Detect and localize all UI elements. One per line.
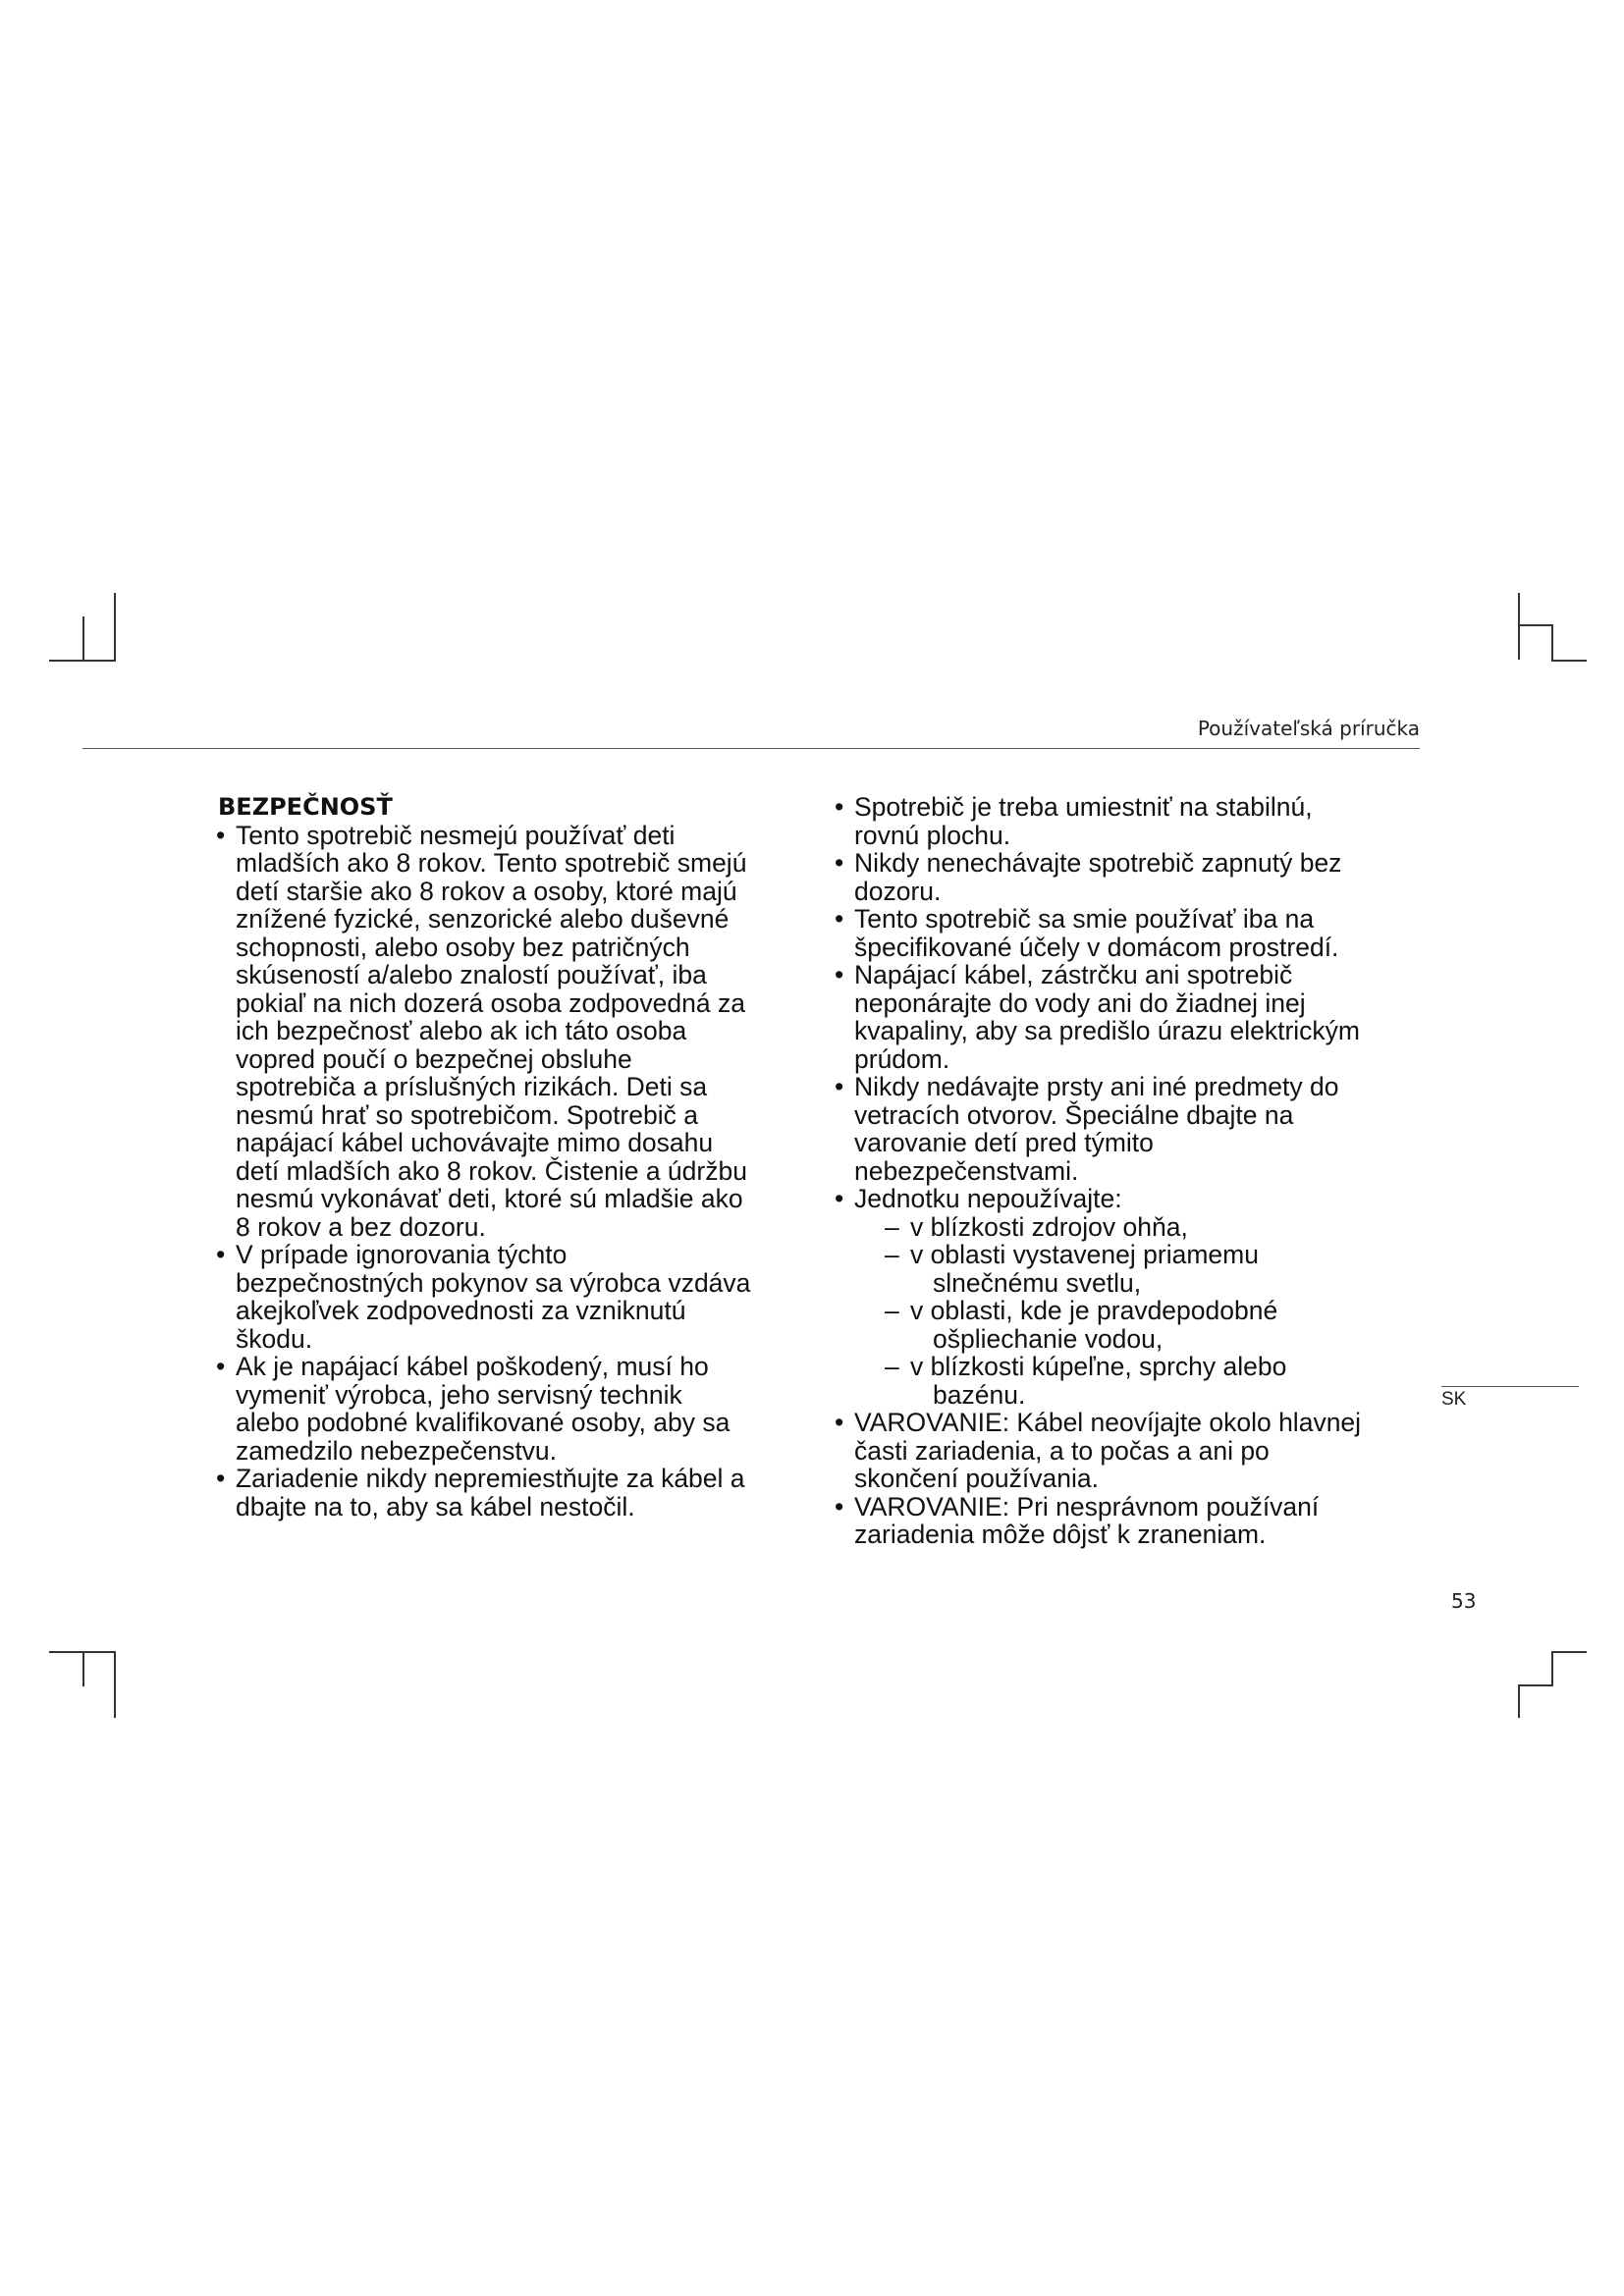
crop-mark-top-right-h — [1518, 624, 1553, 626]
text-line: detí staršie ako 8 rokov a osoby, ktoré majú — [236, 876, 737, 906]
text-line: v oblasti vystavenej priamemu — [910, 1240, 1259, 1269]
left-column — [214, 793, 823, 1521]
warning-bullet-item — [833, 1493, 1422, 1549]
crop-mark-top-right-v — [1518, 593, 1520, 660]
dash-marker: – — [885, 1211, 899, 1242]
text-line: slnečnému svetlu, — [933, 1267, 1142, 1298]
text-line: ošpliechanie vodou, — [933, 1323, 1164, 1354]
text-line: schopnosti, alebo osoby bez patričných — [236, 932, 690, 962]
text-line: V prípade ignorovania týchto — [236, 1240, 568, 1269]
text-line: Zariadenie nikdy nepremiestňujte za kábel a — [236, 1464, 745, 1493]
crop-mark-bottom-right-v — [1551, 1651, 1553, 1686]
header-rule — [82, 748, 1420, 749]
crop-mark-bottom-left-v2 — [114, 1651, 116, 1718]
right-bullet-item — [833, 961, 1422, 1073]
text-line: časti zariadenia, a to počas a ani po — [854, 1435, 1270, 1466]
crop-mark-bottom-right-h2 — [1518, 1684, 1553, 1686]
running-header-title: Používateľská príručka — [1197, 717, 1420, 740]
text-line: vymeniť výrobca, jeho servisný technik — [236, 1379, 682, 1410]
crop-mark-top-left-v2 — [114, 593, 116, 660]
text-line: varovanie detí pred týmito — [854, 1128, 1154, 1157]
text-line: prúdom. — [854, 1043, 950, 1074]
bullet-marker: • — [216, 1352, 226, 1381]
text-line: škodu. — [236, 1323, 313, 1354]
usage-bullet — [833, 1185, 1422, 1409]
right-bullet-item — [833, 849, 1422, 905]
text-line: znížené fyzické, senzorické alebo duševné — [236, 904, 730, 934]
right-bullet-item — [833, 905, 1422, 961]
text-line: VAROVANIE: Kábel neovíjajte okolo hlavnej — [854, 1408, 1362, 1437]
bullet-marker: • — [835, 792, 844, 822]
text-line: nebezpečenstvami. — [854, 1155, 1079, 1186]
text-line: akejkoľvek zodpovednosti za vzniknutú — [236, 1296, 686, 1325]
section-title: BEZPEČNOSŤ — [218, 793, 393, 821]
page-number: 53 — [1451, 1589, 1477, 1613]
language-label: SK — [1441, 1389, 1467, 1410]
bullet-marker: • — [216, 820, 226, 850]
text-line: špecifikované účely v domácom prostredí. — [854, 932, 1339, 962]
text-line: alebo podobné kvalifikované osoby, aby sa — [236, 1408, 731, 1437]
text-line: v blízkosti kúpeľne, sprchy alebo — [910, 1352, 1287, 1381]
warning-bullet-item — [833, 1409, 1422, 1493]
bullet-marker: • — [835, 1408, 844, 1437]
text-line: vetracích otvorov. Špeciálne dbajte na — [854, 1099, 1294, 1130]
text-line: zariadenia môže dôjsť k zraneniam. — [854, 1520, 1267, 1549]
bullet-marker: • — [835, 904, 844, 934]
text-line: Nikdy nedávajte prsty ani iné predmety do — [854, 1072, 1339, 1101]
dash-marker: – — [885, 1352, 899, 1381]
text-line: Tento spotrebič sa smie používať iba na — [854, 904, 1315, 934]
text-line: dozoru. — [854, 876, 942, 906]
left-bullet-item — [214, 1465, 823, 1521]
crop-mark-top-left-v — [82, 616, 84, 662]
text-line: neponárajte do vody ani do žiadnej inej — [854, 988, 1306, 1018]
text-line: skúseností a/alebo znalostí používať, iba — [236, 960, 707, 989]
text-line: Spotrebič je treba umiestniť na stabilnú, — [854, 792, 1313, 822]
text-line: bazénu. — [933, 1379, 1026, 1410]
usage-subitem — [854, 1297, 1422, 1353]
bullet-marker: • — [835, 1491, 844, 1522]
text-line: 8 rokov a bez dozoru. — [236, 1211, 486, 1242]
usage-sublist — [854, 1213, 1422, 1410]
text-line: v blízkosti zdrojov ohňa, — [910, 1211, 1188, 1242]
crop-mark-bottom-right-v2 — [1518, 1684, 1520, 1718]
text-line: zamedzilo nebezpečenstvu. — [236, 1435, 558, 1466]
bullet-marker: • — [835, 960, 844, 989]
text-line: vopred poučí o bezpečnej obsluhe — [236, 1043, 632, 1074]
right-bullet-list — [833, 793, 1422, 1185]
text-line: pokiaľ na nich dozerá osoba zodpovedná za — [236, 988, 745, 1018]
text-line: skončení používania. — [854, 1464, 1099, 1493]
text-line: ich bezpečnosť alebo ak ich táto osoba — [236, 1016, 687, 1045]
left-bullet-item — [214, 822, 823, 1242]
right-column — [833, 793, 1422, 1549]
crop-mark-top-right-v2 — [1551, 624, 1553, 660]
warning-bullet-list — [833, 1409, 1422, 1549]
text-line: detí mladších ako 8 rokov. Čistenie a údržbu — [236, 1155, 747, 1186]
left-bullet-item — [214, 1353, 823, 1465]
left-bullet-list — [214, 822, 823, 1522]
text-line: Napájací kábel, zástrčku ani spotrebič — [854, 960, 1293, 989]
usage-bullet-list — [833, 1185, 1422, 1409]
text-line: dbajte na to, aby sa kábel nestočil. — [236, 1491, 635, 1522]
text-line: bezpečnostných pokynov sa výrobca vzdáva — [236, 1267, 751, 1298]
side-label-rule — [1441, 1386, 1579, 1387]
usage-intro: Jednotku nepoužívajte: — [854, 1184, 1122, 1213]
dash-marker: – — [885, 1296, 899, 1325]
usage-subitem — [854, 1353, 1422, 1409]
text-line: Nikdy nenechávajte spotrebič zapnutý bez — [854, 848, 1342, 878]
text-line: Tento spotrebič nesmejú používať deti — [236, 820, 676, 850]
crop-mark-bottom-right-h — [1551, 1651, 1587, 1653]
bullet-marker: • — [216, 1240, 226, 1269]
crop-mark-bottom-left-v — [82, 1651, 84, 1686]
dash-marker: – — [885, 1240, 899, 1269]
text-line: v oblasti, kde je pravdepodobné — [910, 1296, 1278, 1325]
text-line: nesmú vykonávať deti, ktoré sú mladšie ako — [236, 1184, 743, 1213]
left-bullet-item — [214, 1241, 823, 1353]
bullet-marker: • — [835, 1184, 844, 1213]
right-bullet-item — [833, 1073, 1422, 1185]
right-bullet-item — [833, 793, 1422, 849]
usage-subitem — [854, 1213, 1422, 1242]
bullet-marker: • — [216, 1464, 226, 1493]
text-line: kvapaliny, aby sa predišlo úrazu elektrickým — [854, 1016, 1361, 1045]
usage-subitem — [854, 1241, 1422, 1297]
text-line: rovnú plochu. — [854, 820, 1011, 850]
text-line: Ak je napájací kábel poškodený, musí ho — [236, 1352, 709, 1381]
text-line: spotrebiča a príslušných rizikách. Deti sa — [236, 1072, 708, 1101]
bullet-marker: • — [835, 848, 844, 878]
text-line: VAROVANIE: Pri nesprávnom používaní — [854, 1491, 1320, 1522]
bullet-marker: • — [835, 1072, 844, 1101]
crop-mark-top-right-h2 — [1551, 660, 1587, 662]
text-line: nesmú hrať so spotrebičom. Spotrebič a — [236, 1099, 698, 1130]
text-line: napájací kábel uchovávajte mimo dosahu — [236, 1128, 714, 1157]
text-line: mladších ako 8 rokov. Tento spotrebič smejú — [236, 848, 747, 878]
